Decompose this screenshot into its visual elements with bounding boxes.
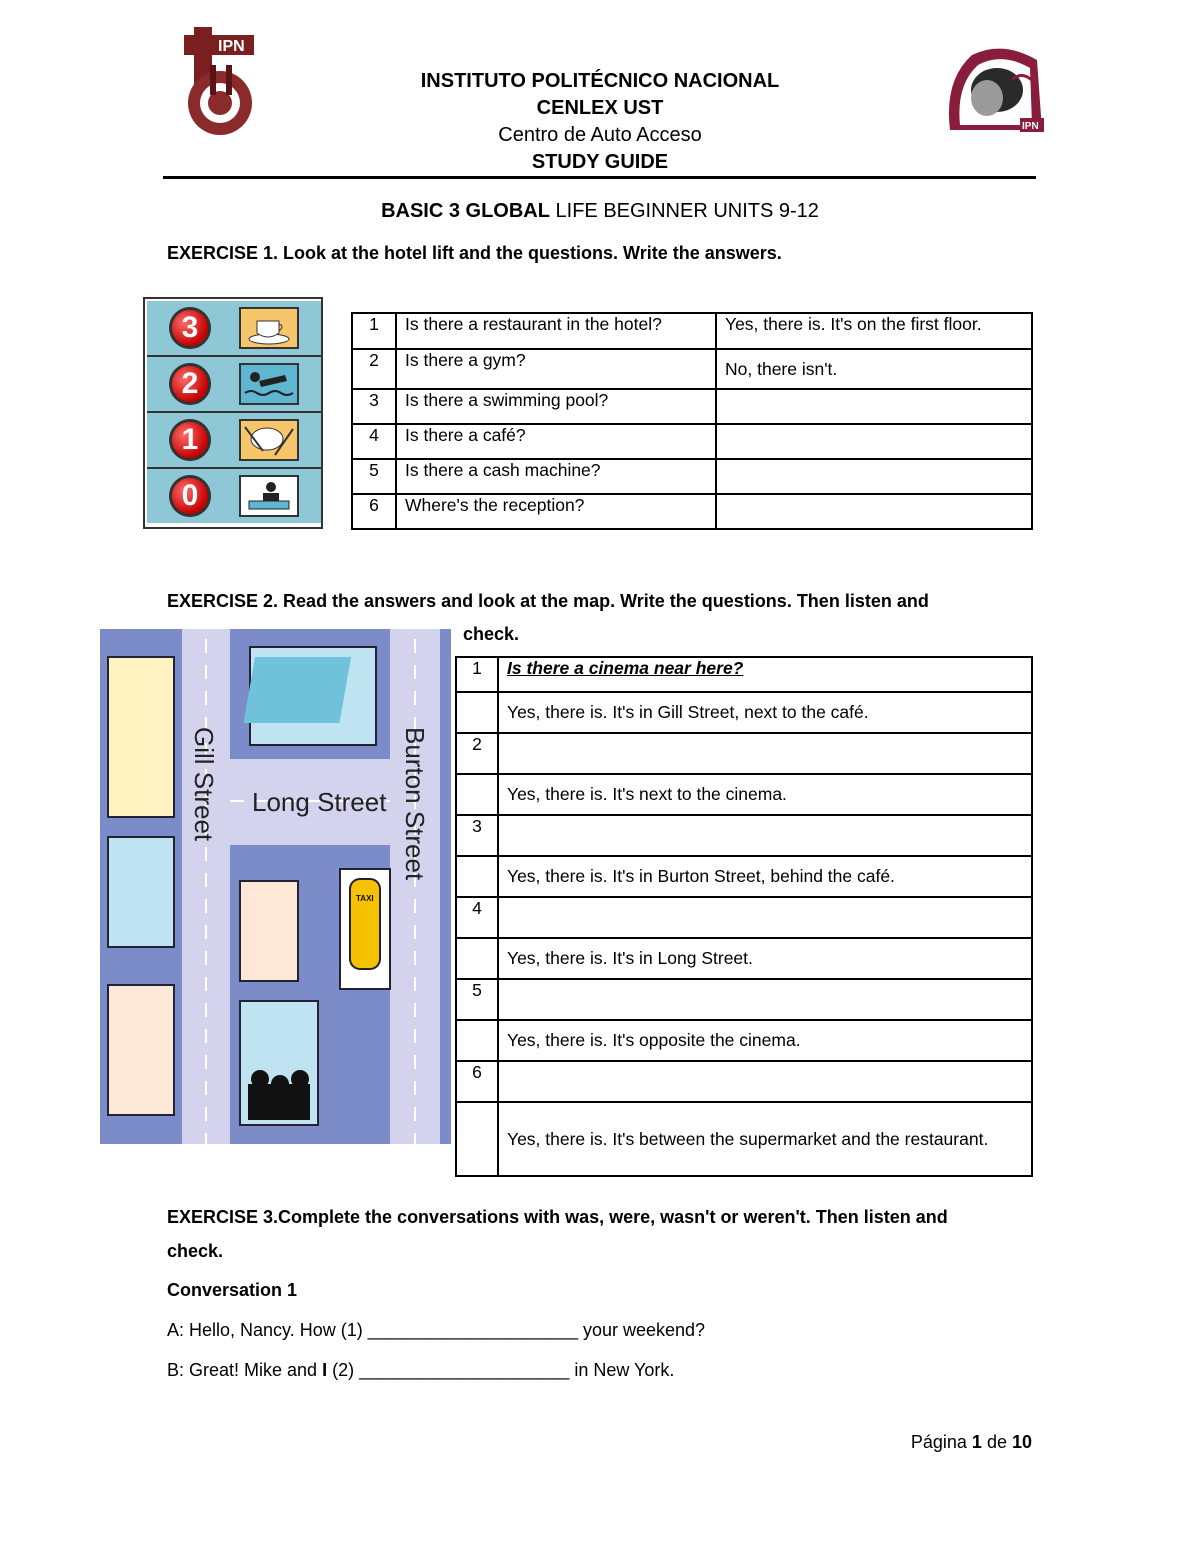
taxi-label: TAXI	[356, 894, 374, 903]
table-row	[456, 1102, 1032, 1176]
table-row	[352, 349, 1032, 389]
cafe-building	[240, 881, 298, 981]
table-row	[352, 389, 1032, 424]
cafe-cup-icon	[239, 307, 299, 349]
cash-machine-building	[108, 837, 174, 947]
plate-cutlery-icon	[239, 419, 299, 461]
table-row	[456, 774, 1032, 815]
long-street-label: Long Street	[252, 787, 387, 817]
svg-text:IPN: IPN	[1022, 121, 1039, 132]
question-cell[interactable]	[498, 815, 1032, 856]
conversation-line-b[interactable]: B: Great! Mike and I (2) _____________________ in New York.	[167, 1360, 675, 1380]
question-cell[interactable]	[498, 1061, 1032, 1102]
answer-cell: Yes, there is. It's between the supermarket and the restaurant.	[498, 1102, 1032, 1176]
answer-cell[interactable]	[716, 459, 1032, 494]
gill-street-label: Gill Street	[189, 727, 219, 842]
table-row	[456, 1020, 1032, 1061]
row-number: 1	[456, 657, 498, 692]
street-map-image	[100, 629, 451, 1144]
row-number: 2	[352, 349, 396, 389]
reception-desk-icon	[239, 475, 299, 517]
table-row	[456, 938, 1032, 979]
row-number: 4	[456, 897, 498, 938]
page-number: Página 1 de 10	[910, 1432, 1032, 1452]
row-number: 6	[456, 1061, 498, 1102]
row-number: 3	[352, 389, 396, 424]
swimmer-icon	[239, 363, 299, 405]
institution-name: INSTITUTO POLITÉCNICO NACIONAL	[420, 70, 780, 92]
supermarket-building	[108, 657, 174, 817]
table-row	[456, 897, 1032, 938]
document-type: STUDY GUIDE	[531, 151, 669, 173]
lift-floor-0	[147, 469, 321, 523]
institution-unit: CENLEX UST	[536, 97, 664, 119]
row-number: 6	[352, 494, 396, 529]
answer-cell: Yes, there is. It's next to the cinema.	[498, 774, 1032, 815]
floor-0-button: 0	[169, 475, 211, 517]
answer-cell: Yes, there is. It's in Long Street.	[498, 938, 1032, 979]
answer-cell: Yes, there is. It's in Burton Street, behind the café.	[498, 856, 1032, 897]
burton-street-label: Burton Street	[400, 727, 430, 881]
exercise3-heading-cont: check.	[167, 1241, 224, 1261]
restaurant-building	[108, 985, 174, 1115]
row-number-blank	[456, 692, 498, 733]
question-cell: Is there a gym?	[396, 349, 716, 389]
exercise3-heading: EXERCISE 3.Complete the conversations with was, were, wasn't or weren't. Then listen and	[167, 1207, 948, 1227]
conversation-line-a[interactable]: A: Hello, Nancy. How (1) _____________________ your weekend?	[167, 1320, 706, 1340]
answer-cell: Yes, there is. It's in Gill Street, next to the café.	[498, 692, 1032, 733]
cenlex-logo	[942, 40, 1052, 140]
row-number: 2	[456, 733, 498, 774]
question-cell[interactable]	[498, 979, 1032, 1020]
floor-3-button: 3	[169, 307, 211, 349]
hotel-lift-image	[143, 297, 323, 529]
row-number: 5	[456, 979, 498, 1020]
header-divider	[163, 176, 1036, 179]
ipn-logo	[180, 25, 260, 145]
center-name: Centro de Auto Acceso	[498, 124, 702, 146]
row-number: 5	[352, 459, 396, 494]
answer-cell[interactable]: Yes, there is. It's on the first floor.	[716, 313, 1032, 349]
answer-cell[interactable]	[716, 494, 1032, 529]
row-number-blank	[456, 938, 498, 979]
answer-cell[interactable]	[716, 389, 1032, 424]
row-number-blank	[456, 856, 498, 897]
table-row	[456, 733, 1032, 774]
table-row	[456, 692, 1032, 733]
question-cell: Where's the reception?	[396, 494, 716, 529]
table-row	[456, 657, 1032, 692]
table-row	[456, 856, 1032, 897]
row-number-blank	[456, 774, 498, 815]
question-cell: Is there a cinema near here?	[498, 657, 1032, 692]
table-row	[352, 424, 1032, 459]
answer-cell: Yes, there is. It's opposite the cinema.	[498, 1020, 1032, 1061]
table-row	[352, 494, 1032, 529]
exercise2-heading: EXERCISE 2. Read the answers and look at the map. Write the questions. Then listen and	[167, 591, 929, 611]
exercise2-heading-cont: check.	[463, 624, 520, 644]
question-cell[interactable]	[498, 733, 1032, 774]
row-number: 3	[456, 815, 498, 856]
floor-2-button: 2	[169, 363, 211, 405]
question-cell: Is there a café?	[396, 424, 716, 459]
answer-cell[interactable]	[716, 424, 1032, 459]
exercise1-heading: EXERCISE 1. Look at the hotel lift and the questions. Write the answers.	[167, 243, 782, 263]
lift-floor-3	[147, 301, 321, 357]
row-number-blank	[456, 1020, 498, 1061]
table-row	[352, 313, 1032, 349]
taxi-icon	[350, 879, 380, 969]
page-title: BASIC 3 GLOBAL LIFE BEGINNER UNITS 9-12	[381, 200, 819, 222]
answer-cell[interactable]: No, there isn't.	[716, 349, 1032, 389]
map-drawing	[100, 629, 451, 1144]
floor-1-button: 1	[169, 419, 211, 461]
table-row	[456, 1061, 1032, 1102]
table-row	[352, 459, 1032, 494]
conversation-title: Conversation 1	[167, 1280, 298, 1300]
exercise1-table	[351, 312, 1033, 530]
question-cell: Is there a swimming pool?	[396, 389, 716, 424]
question-cell: Is there a restaurant in the hotel?	[396, 313, 716, 349]
table-row	[456, 979, 1032, 1020]
row-number-blank	[456, 1102, 498, 1176]
lift-floor-1	[147, 413, 321, 469]
row-number: 1	[352, 313, 396, 349]
lift-floor-2	[147, 357, 321, 413]
svg-text:IPN: IPN	[218, 38, 245, 55]
table-row	[456, 815, 1032, 856]
question-cell[interactable]	[498, 897, 1032, 938]
exercise2-table	[455, 656, 1033, 1177]
row-number: 4	[352, 424, 396, 459]
question-cell: Is there a cash machine?	[396, 459, 716, 494]
